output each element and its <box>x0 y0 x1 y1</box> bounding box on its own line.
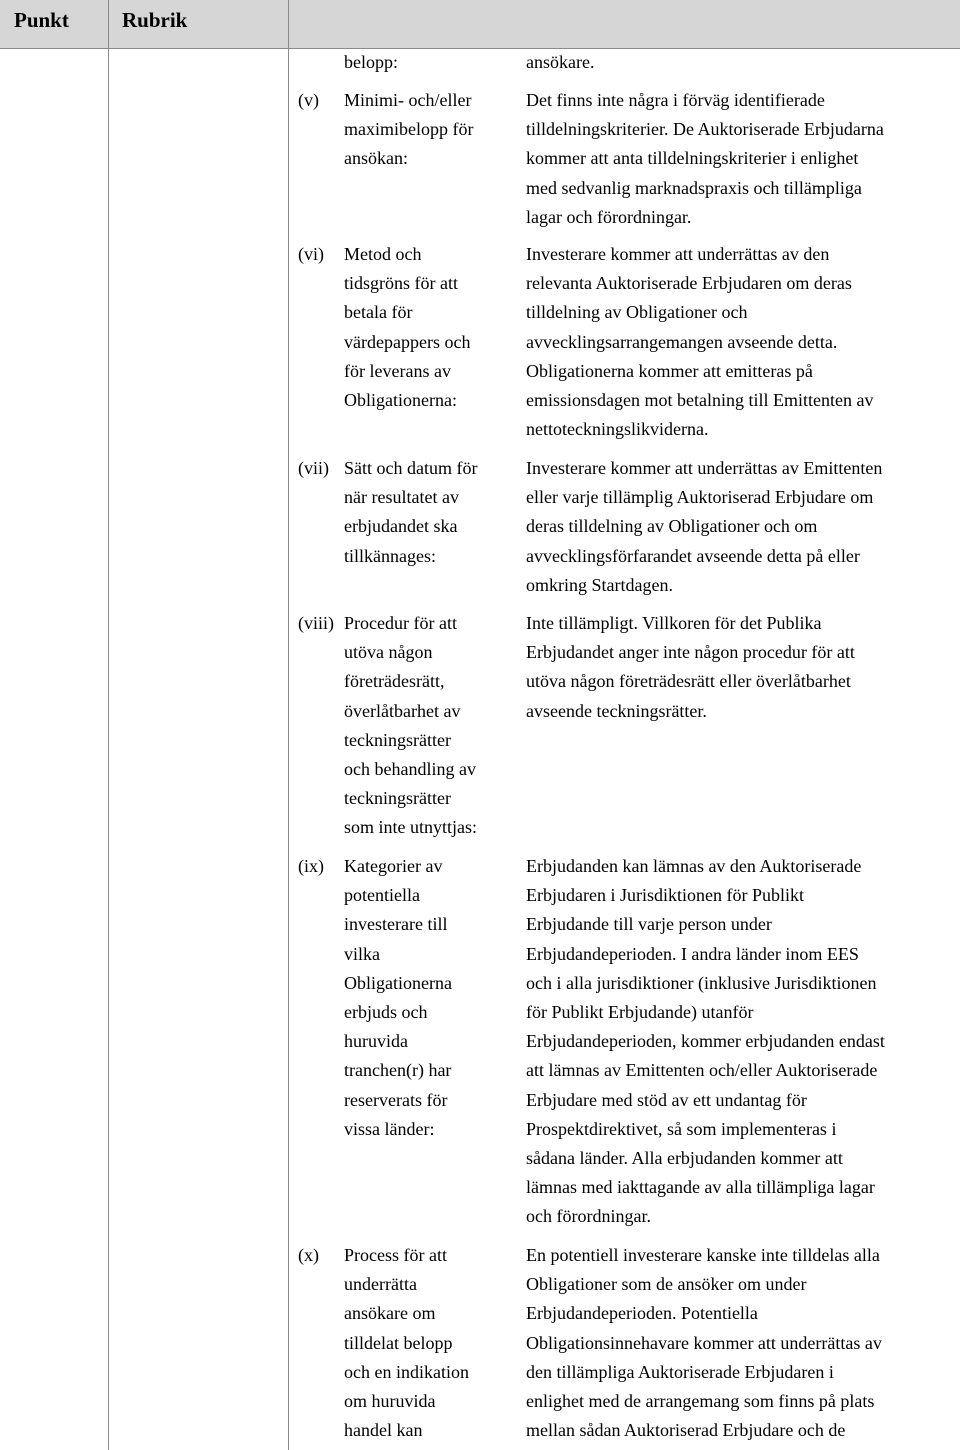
item-description: Det finns inte några i förväg identifierade tilldelningskriterier. De Auktoriserade Erbjudarna kommer att anta tilldelningskriterier i enlighet med sedvanlig marknadspraxis och tillämpliga lagar och förordningar. <box>526 90 884 227</box>
column-header-rubrik: Rubrik <box>122 8 188 32</box>
item-title: belopp: <box>344 52 398 72</box>
item-description: En potentiell investerare kanske inte tilldelas alla Obligationer som de ansöker om under Erbjudandeperioden. Potentiella Obligationsinnehavare kommer att underrättas av den tillämpliga Auktoriserade Erbjudaren i enlighet med de arrangemang som finns på plats mellan sådan Auktoriserad Erbjudare och de <box>526 1245 882 1441</box>
item-title: Kategorier av potentiella investerare till vilka Obligationerna erbjuds och huruvida tranchen(r) har reserverats för vissa länder: <box>344 856 452 1139</box>
item-title: Sätt och datum för när resultatet av erbjudandet ska tillkännages: <box>344 458 478 566</box>
item-number: (viii) <box>298 613 334 633</box>
item-title: Process för att underrätta ansökare om tilldelat belopp och en indikation om huruvida handel kan <box>344 1245 469 1441</box>
column-divider-punkt <box>108 0 109 1450</box>
item-number: (vi) <box>298 244 324 264</box>
item-number: (v) <box>298 90 319 110</box>
item-description: Investerare kommer att underrättas av den relevanta Auktoriserade Erbjudaren om deras tilldelning av Obligationer och avvecklingsarrangemangen avseende detta. Obligationerna kommer att emitteras på emissionsdagen mot betalning till Emittenten av nettoteckningslikviderna. <box>526 244 874 440</box>
item-description: Investerare kommer att underrättas av Emittenten eller varje tillämplig Auktoriserad Erbjudare om deras tilldelning av Obligationer och om avvecklingsförfarandet avseende detta på eller omkring Startdagen. <box>526 458 883 595</box>
item-description: ansökare. <box>526 52 595 72</box>
item-title: Minimi- och/eller maximibelopp för ansökan: <box>344 90 474 169</box>
item-number: (x) <box>298 1245 319 1265</box>
item-title: Metod och tidsgröns för att betala för värdepappers och för leverans av Obligationerna: <box>344 244 471 411</box>
item-number: (vii) <box>298 458 329 478</box>
item-title: Procedur för att utöva någon företrädesrätt, överlåtbarhet av teckningsrätter och behandling av teckningsrätter som inte utnyttjas: <box>344 613 477 838</box>
item-number: (ix) <box>298 856 324 876</box>
item-description: Inte tillämpligt. Villkoren för det Publika Erbjudandet anger inte någon procedur för att utöva någon företrädesrätt eller överlåtbarhet avseende teckningsrätter. <box>526 613 855 721</box>
table-header <box>0 0 960 49</box>
column-divider-rubrik <box>288 0 289 1450</box>
item-description: Erbjudanden kan lämnas av den Auktoriserade Erbjudaren i Jurisdiktionen för Publikt Erbjudande till varje person under Erbjudandeperioden. I andra länder inom EES och i alla jurisdiktioner (inklusive Jurisdiktionen för Publikt Erbjudande) utanför Erbjudandeperioden, kommer erbjudanden endast att lämnas av Emittenten och/eller Auktoriserade Erbjudare med stöd av ett undantag för Prospektdirektivet, så som implementeras i sådana länder. Alla erbjudanden kommer att lämnas med iakttagande av alla tillämpliga lagar och förordningar. <box>526 856 885 1227</box>
column-header-punkt: Punkt <box>14 8 69 32</box>
